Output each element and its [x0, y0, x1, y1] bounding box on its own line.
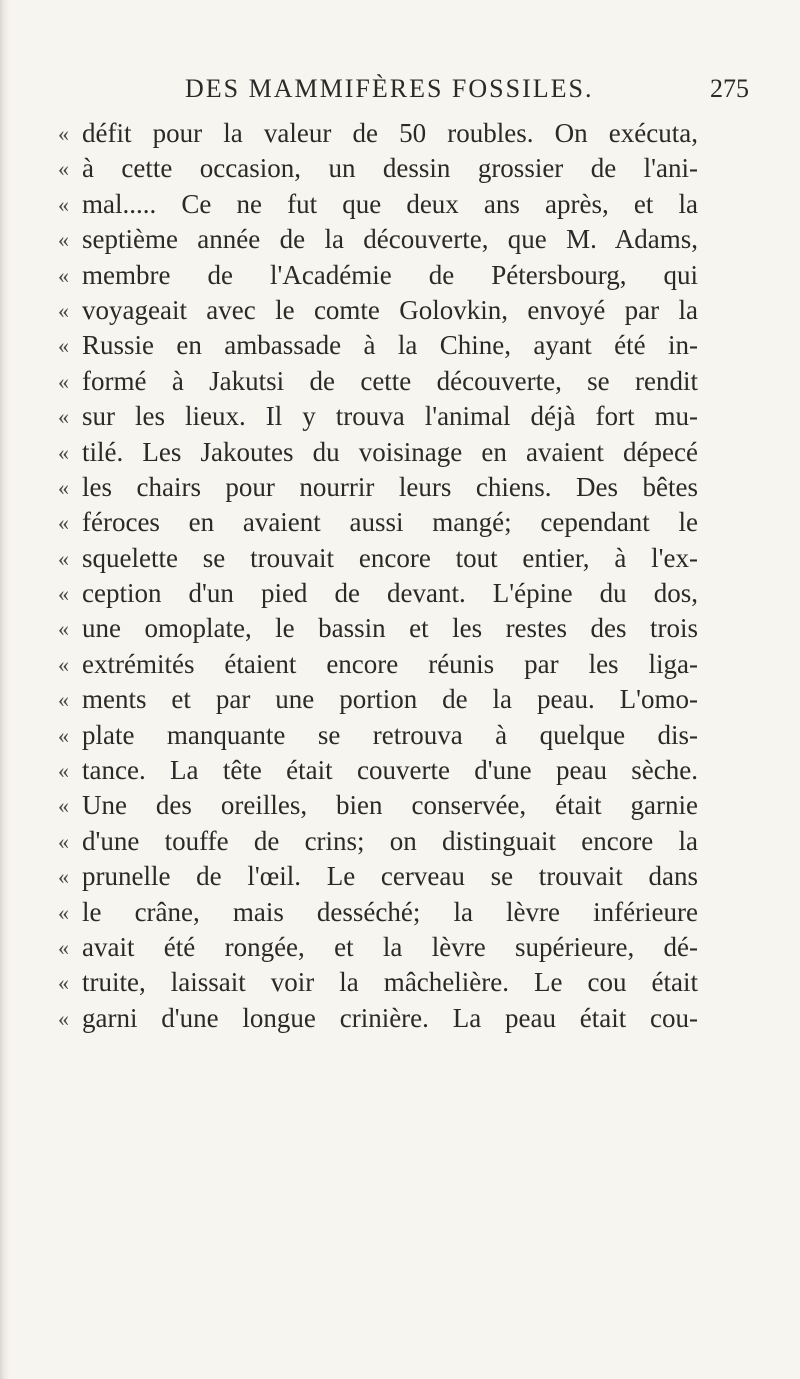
line-text: le crâne, mais desséché; la lèvre inférieure: [82, 896, 698, 927]
quote-mark: «: [58, 510, 69, 536]
text-line: [58, 258, 698, 293]
line-text: tilé. Les Jakoutes du voisinage en avaient dépecé: [82, 436, 698, 467]
text-line: [58, 399, 698, 434]
quote-mark: «: [58, 404, 69, 430]
text-line: [58, 470, 698, 505]
text-line: [58, 611, 698, 646]
quote-mark: «: [58, 439, 69, 465]
quote-mark: «: [58, 793, 69, 819]
text-line: [58, 151, 698, 186]
text-line: [58, 187, 698, 222]
line-text: ception d'un pied de devant. L'épine du dos,: [82, 578, 698, 609]
line-text: féroces en avaient aussi mangé; cependant le: [82, 507, 698, 538]
quote-mark: «: [58, 474, 69, 500]
text-line: [58, 576, 698, 611]
line-text: les chairs pour nourrir leurs chiens. Des bêtes: [82, 471, 698, 502]
line-text: Une des oreilles, bien conservée, était garnie: [82, 790, 698, 821]
line-text: extrémités étaient encore réunis par les liga-: [82, 648, 698, 679]
page-header: [0, 74, 800, 110]
line-text: d'une touffe de crins; on distinguait encore la: [82, 825, 698, 856]
text-line: [58, 682, 698, 717]
text-line: [58, 222, 698, 257]
line-text: plate manquante se retrouva à quelque dis-: [82, 719, 698, 750]
line-text: une omoplate, le bassin et les restes des trois: [82, 613, 698, 644]
text-line: [58, 541, 698, 576]
text-line: [58, 293, 698, 328]
line-text: sur les lieux. Il y trouva l'animal déjà fort mu-: [82, 401, 698, 432]
line-text: membre de l'Académie de Pétersbourg, qui: [82, 259, 698, 290]
line-text: septième année de la découverte, que M. Adams,: [82, 224, 698, 255]
quote-mark: «: [58, 262, 69, 288]
quote-mark: «: [58, 368, 69, 394]
text-line: [58, 505, 698, 540]
text-line: [58, 116, 698, 151]
line-text: mal..... Ce ne fut que deux ans après, et la: [82, 188, 698, 219]
quote-mark: «: [58, 191, 69, 217]
text-line: [58, 364, 698, 399]
line-text: squelette se trouvait encore tout entier, à l'ex-: [82, 542, 698, 573]
running-title: DES MAMMIFÈRES FOSSILES.: [185, 74, 594, 103]
line-text: avait été rongée, et la lèvre supérieure, dé-: [82, 931, 698, 962]
quote-mark: «: [58, 758, 69, 784]
body-text: [58, 116, 698, 1036]
quote-mark: «: [58, 864, 69, 890]
quote-mark: «: [58, 333, 69, 359]
line-text: à cette occasion, un dessin grossier de l'ani-: [82, 153, 698, 184]
line-text: truite, laissait voir la mâchelière. Le cou était: [82, 967, 698, 998]
line-text: défit pour la valeur de 50 roubles. On exécuta,: [82, 118, 698, 148]
quote-mark: «: [58, 545, 69, 571]
text-line: [58, 328, 698, 363]
quote-mark: «: [58, 722, 69, 748]
text-line: [58, 647, 698, 682]
line-text: prunelle de l'œil. Le cerveau se trouvait dans: [82, 861, 698, 892]
text-line: [58, 718, 698, 753]
text-line: [58, 895, 698, 930]
quote-mark: «: [58, 1005, 69, 1031]
quote-mark: «: [58, 227, 69, 253]
quote-mark: «: [58, 581, 69, 607]
line-text: formé à Jakutsi de cette découverte, se rendit: [82, 365, 698, 396]
text-line: [58, 824, 698, 859]
page-number: 275: [710, 74, 749, 103]
quote-mark: «: [58, 156, 69, 182]
text-line: [58, 788, 698, 823]
text-line: [58, 435, 698, 470]
text-line: [58, 930, 698, 965]
quote-mark: «: [58, 651, 69, 677]
quote-mark: «: [58, 970, 69, 996]
quote-mark: «: [58, 899, 69, 925]
quote-mark: «: [58, 687, 69, 713]
quote-mark: «: [58, 616, 69, 642]
quote-mark: «: [58, 828, 69, 854]
line-text: voyageait avec le comte Golovkin, envoyé par la: [82, 294, 698, 325]
line-text: Russie en ambassade à la Chine, ayant été in-: [82, 330, 698, 361]
page-edge-shadow: [0, 0, 10, 1379]
line-text: garni d'une longue crinière. La peau était cou-: [82, 1002, 698, 1033]
line-text: tance. La tête était couverte d'une peau sèche.: [82, 755, 698, 786]
text-line: [58, 753, 698, 788]
text-line: [58, 1001, 698, 1036]
quote-mark: «: [58, 297, 69, 323]
text-line: [58, 859, 698, 894]
text-line: [58, 965, 698, 1000]
quote-mark: «: [58, 934, 69, 960]
quote-mark: «: [58, 121, 69, 146]
line-text: ments et par une portion de la peau. L'omo-: [82, 684, 698, 715]
